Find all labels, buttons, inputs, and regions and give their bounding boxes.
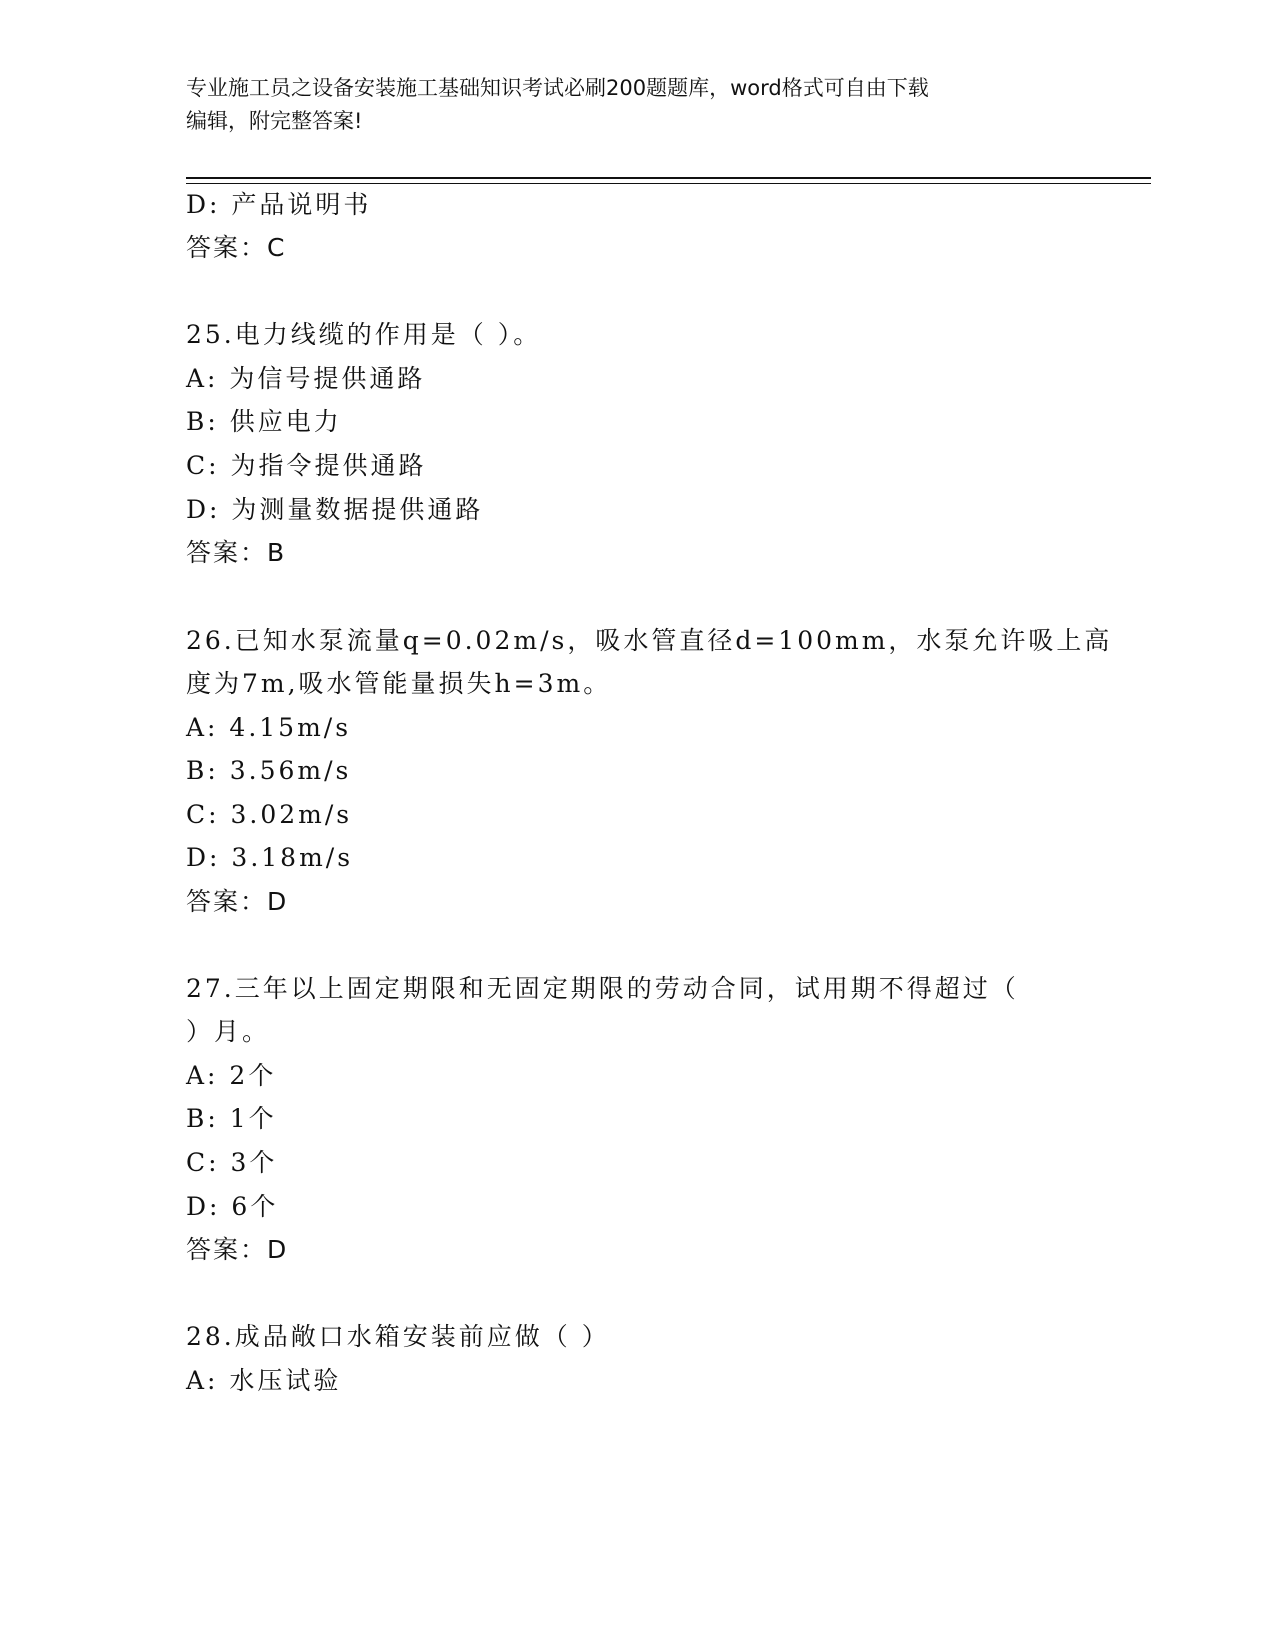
question-26-option-d: D: 3.18m/s — [186, 843, 354, 872]
question-28-option-a: A: 水压试验 — [186, 1366, 342, 1395]
question-26-option-b: B: 3.56m/s — [186, 756, 352, 785]
answer-label: 答案： — [186, 887, 268, 916]
question-26-stem-line-2: 度为7m,吸水管能量损失h=3m。 — [186, 669, 612, 698]
question-26-answer — [186, 885, 288, 919]
header-rule-thick — [186, 177, 1151, 179]
question-25-option-c: C: 为指令提供通路 — [186, 451, 427, 480]
question-25-stem: 25.电力线缆的作用是（ ）。 — [186, 320, 542, 349]
answer-value: D — [267, 887, 289, 916]
question-27-stem-line-1: 27.三年以上固定期限和无固定期限的劳动合同，试用期不得超过（ — [186, 974, 1019, 1003]
question-25-option-b: B: 供应电力 — [186, 407, 342, 436]
answer-label: 答案： — [186, 1235, 268, 1264]
question-27-option-d: D: 6个 — [186, 1192, 279, 1221]
header-line-1: 专业施工员之设备安装施工基础知识考试必刷200题题库，word格式可自由下载 — [186, 76, 929, 100]
prev-answer — [186, 231, 286, 265]
answer-value: D — [267, 1235, 289, 1264]
header-rule-thin — [186, 183, 1151, 184]
question-26-option-c: C: 3.02m/s — [186, 800, 353, 829]
question-27-option-c: C: 3个 — [186, 1148, 278, 1177]
question-27-option-a: A: 2个 — [186, 1061, 277, 1090]
question-25-option-a: A: 为信号提供通路 — [186, 364, 426, 393]
question-28-stem: 28.成品敞口水箱安装前应做（ ） — [186, 1322, 610, 1351]
answer-value: C — [267, 233, 287, 262]
answer-value: B — [267, 538, 287, 567]
prev-option-d: D: 产品说明书 — [186, 190, 372, 219]
question-26-option-a: A: 4.15m/s — [186, 713, 352, 742]
document-header — [186, 72, 1076, 138]
answer-label: 答案： — [186, 538, 268, 567]
question-25-option-d: D: 为测量数据提供通路 — [186, 495, 484, 524]
header-line-2: 编辑，附完整答案! — [186, 109, 363, 133]
question-27-answer — [186, 1233, 288, 1267]
question-26-stem-line-1: 26.已知水泵流量q=0.02m/s，吸水管直径d=100mm，水泵允许吸上高 — [186, 626, 1113, 655]
question-25-answer — [186, 536, 286, 570]
question-27-stem-line-2: ）月。 — [186, 1017, 271, 1046]
question-27-option-b: B: 1个 — [186, 1104, 277, 1133]
answer-label: 答案： — [186, 233, 268, 262]
